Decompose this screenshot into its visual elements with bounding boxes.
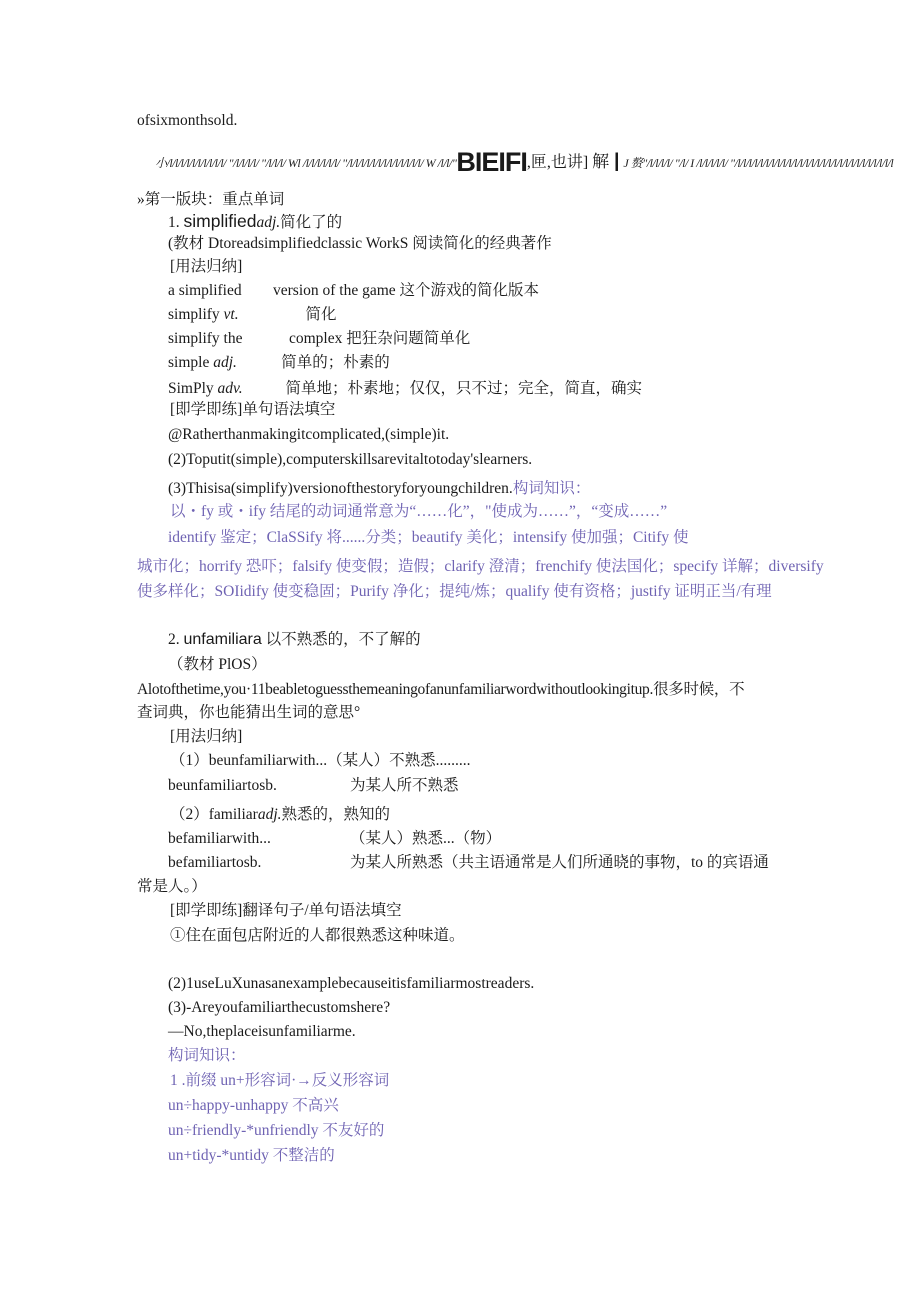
usage-term: （2）familiar — [170, 806, 258, 823]
practice-item: ①住在面包店附近的人都很熟悉这种味道。 — [170, 927, 465, 944]
knowledge-line: 使多样化；SOIidify 使变稳固；Purify 净化；提纯/炼；qualify 使有资格；justify 证明正当/有理 — [137, 583, 772, 600]
knowledge-line: identify 鉴定；ClaSSify 将......分类；beautify 美化；intensify 使加强；Citify 使 — [168, 529, 689, 546]
word2-word: unfamiliara — [183, 631, 262, 648]
usage-term: a simplified — [168, 282, 242, 299]
usage-meaning: 为某人所不熟悉 — [350, 777, 459, 794]
usage-term: SimPly — [168, 380, 214, 397]
section-title: »第一版块：重点单词 — [137, 191, 285, 208]
usage-meaning: 为某人所熟悉（共主语通常是人们所通晓的事物，to 的宾语通 — [350, 854, 769, 871]
usage-pos: adv. — [217, 380, 243, 397]
word2-num: 2. — [168, 631, 180, 648]
knowledge-line: un+tidy-*untidy 不整洁的 — [168, 1147, 335, 1164]
word2-source-tag: （教材 PlOS） — [168, 656, 267, 673]
word2-meaning: 以不熟悉的，不了解的 — [265, 631, 421, 648]
usage-row — [168, 329, 470, 349]
word1-usage-tag: [用法归纳] — [170, 258, 243, 275]
word1-heading — [168, 211, 342, 233]
banner-mark: I — [612, 147, 620, 177]
usage-meaning: version of the game 这个游戏的简化版本 — [273, 282, 540, 299]
usage-pos: adj. — [257, 806, 282, 823]
knowledge-line: 1 .前缀 un+形容词·→反义形容词 — [170, 1072, 390, 1089]
usage-meaning: 简化 — [305, 306, 337, 323]
usage-pos: vt. — [223, 306, 239, 323]
usage-term: befamiliarwith... — [168, 830, 271, 847]
word1-pos: adj. — [256, 214, 281, 231]
section-banner — [155, 147, 894, 177]
usage-row — [168, 776, 459, 796]
usage-term: simplify — [168, 306, 220, 323]
word1-word: simplified — [183, 211, 257, 231]
usage-row — [168, 379, 642, 399]
usage-row — [168, 353, 390, 373]
practice-item: (3)-Areyoufamiliarthecustomshere? — [168, 999, 391, 1016]
usage-meaning: 简单地；朴素地；仅仅，只不过；完全，简直，确实 — [285, 380, 643, 397]
word2-usage2-head — [170, 805, 390, 825]
usage-row — [168, 829, 501, 849]
usage-term: beunfamiliartosb. — [168, 777, 277, 794]
top-line: ofsixmonthsold. — [137, 112, 238, 129]
usage-row — [168, 853, 769, 873]
usage-meaning: complex 把狂杂问题简单化 — [289, 330, 471, 347]
practice-item: —No,theplaceisunfamiliarme. — [168, 1023, 356, 1040]
knowledge-line: un÷friendly-*unfriendly 不友好的 — [168, 1122, 385, 1139]
knowledge-line: 城市化；horrify 恐吓；falsify 使变假；造假；clarify 澄清；frenchify 使法国化；specify 详解；diversify — [137, 558, 824, 575]
usage-meaning: （某人）熟悉...（物） — [350, 830, 502, 847]
practice-item-with-knowledge — [168, 479, 590, 499]
practice-item: (3)Thisisa(simplify)versionofthestoryforyoungchildren. — [168, 480, 513, 497]
word2-heading — [168, 630, 421, 650]
practice-item: @Ratherthanmakingitcomplicated,(simple)it. — [168, 426, 450, 443]
practice-item: (2)Toputit(simple),computerskillsarevitaltotoday'slearners. — [168, 451, 533, 468]
usage-continuation: 常是人。） — [137, 878, 207, 895]
word2-usage-tag: [用法归纳] — [170, 728, 243, 745]
knowledge-line: un÷happy-unhappy 不高兴 — [168, 1097, 339, 1114]
banner-middle-text: ,匣,也讲] — [526, 154, 589, 171]
usage-term: simplify the — [168, 330, 243, 347]
word2-source-en: Alotofthetime,you·11beabletoguessthemeaningofanunfamiliarwordwithoutlookingitup.很多时候，不 — [137, 681, 745, 698]
banner-jie: 解 — [592, 152, 610, 171]
usage-meaning: 简单的；朴素的 — [281, 354, 390, 371]
usage-row — [168, 305, 337, 325]
knowledge-label: 构词知识： — [512, 480, 591, 497]
word2-source-cn: 查词典，你也能猜出生词的意思° — [137, 704, 361, 721]
word1-practice-tag: [即学即练]单句语法填空 — [170, 401, 336, 418]
banner-left-noise: 小/l/l/l/l/l/l/l/l/l/l/ "/l/l/l/l/ "/l/l/l/ Wl /l/l/l/l/l/l/ "/l/l/l/l/l/l/l/l/l/l/l/l/l/ W /l/l/" — [155, 156, 457, 170]
banner-right-noise: J 赘"/l/l/l/l/ "/l/ I /l/l/l/l/l/ "/l/l/l/l/l/l/l/l/l/l/l/l/l/l/l/l/l/l/l/l/l/l/l/l/l/l/l/l — [623, 156, 894, 170]
usage-term: befamiliartosb. — [168, 854, 262, 871]
usage-term: simple — [168, 354, 210, 371]
word1-meaning: 简化了的 — [280, 214, 343, 231]
knowledge-line: 以・fy 或・ify 结尾的动词通常意为“……化”，"使成为……”，“变成……” — [170, 503, 668, 520]
word2-usage1-head: （1）beunfamiliarwith...（某人）不熟悉......... — [170, 752, 471, 769]
usage-pos: adj. — [213, 354, 237, 371]
word1-num: 1. — [168, 214, 180, 231]
word1-source: (教材 Dtoreadsimplifiedclassic WorkS 阅读简化的经典著作 — [168, 235, 552, 252]
banner-big-text: BIEIFI — [456, 147, 527, 177]
word2-practice-tag: [即学即练]翻译句子/单句语法填空 — [170, 902, 402, 919]
knowledge-label: 构词知识： — [168, 1047, 246, 1064]
usage-row — [168, 281, 539, 301]
practice-item: (2)1useLuXunasanexamplebecauseitisfamiliarmostreaders. — [168, 975, 535, 992]
usage-meaning: 熟悉的，熟知的 — [281, 806, 391, 823]
